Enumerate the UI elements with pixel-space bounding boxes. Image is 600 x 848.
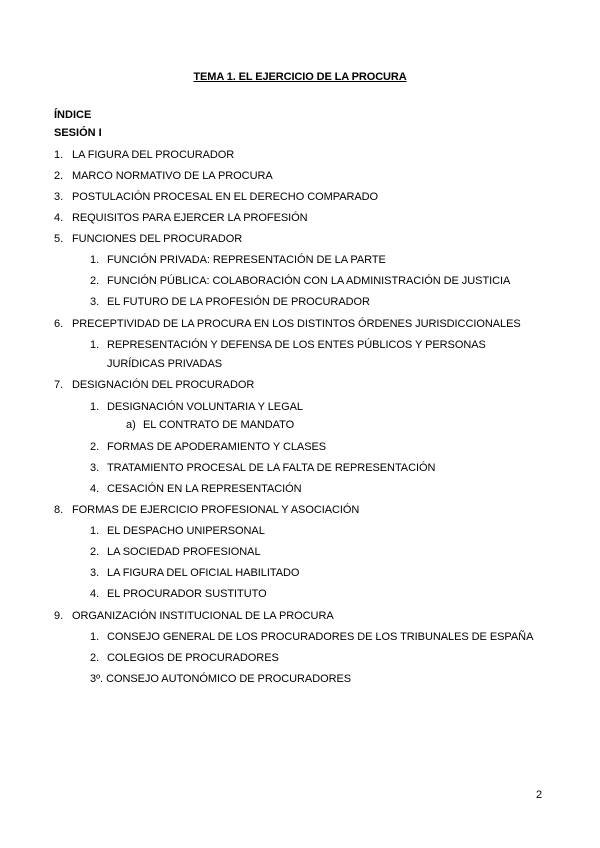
toc-item-text: EL FUTURO DE LA PROFESIÓN DE PROCURADOR bbox=[107, 296, 370, 308]
toc-item-number: 5. bbox=[54, 233, 64, 245]
toc-item-number: 2. bbox=[90, 652, 100, 664]
toc-subitem bbox=[90, 274, 510, 288]
toc-item-number: 2. bbox=[90, 546, 100, 558]
document-title: TEMA 1. EL EJERCICIO DE LA PROCURA bbox=[193, 71, 407, 83]
toc-item-text: CESACIÓN EN LA REPRESENTACIÓN bbox=[107, 483, 302, 495]
index-heading: ÍNDICE bbox=[54, 109, 92, 121]
toc-subitem bbox=[90, 566, 299, 580]
toc-item bbox=[54, 609, 334, 623]
toc-item-text: MARCO NORMATIVO DE LA PROCURA bbox=[72, 170, 273, 182]
toc-item-text: FORMAS DE APODERAMIENTO Y CLASES bbox=[107, 441, 327, 453]
toc-item-number: 9. bbox=[54, 610, 64, 622]
toc-item-number: 6. bbox=[54, 318, 64, 330]
toc-item-number: 1. bbox=[90, 525, 100, 537]
toc-subitem bbox=[90, 651, 279, 665]
toc-item-text: TRATAMIENTO PROCESAL DE LA FALTA DE REPRESENTACIÓN bbox=[107, 462, 436, 474]
toc-item-number: 2. bbox=[90, 441, 100, 453]
toc-subitem bbox=[90, 461, 435, 475]
toc-item-text: FUNCIÓN PRIVADA: REPRESENTACIÓN DE LA PARTE bbox=[107, 254, 386, 266]
toc-item-text: DESIGNACIÓN VOLUNTARIA Y LEGAL bbox=[107, 401, 303, 413]
toc-item-text: COLEGIOS DE PROCURADORES bbox=[107, 652, 279, 664]
toc-item-text: CONSEJO GENERAL DE LOS PROCURADORES DE LOS TRIBUNALES DE ESPAÑA bbox=[107, 631, 534, 643]
toc-subsubitem bbox=[126, 418, 294, 432]
toc-item-number: 3. bbox=[90, 296, 100, 308]
toc-subitem bbox=[90, 524, 265, 538]
toc-item-number: 7. bbox=[54, 379, 64, 391]
toc-item bbox=[54, 211, 308, 225]
toc-item-text: LA FIGURA DEL OFICIAL HABILITADO bbox=[107, 567, 300, 579]
toc-subitem bbox=[90, 587, 267, 601]
toc-item-number: 1. bbox=[54, 149, 64, 161]
toc-item-number: a) bbox=[126, 419, 136, 431]
toc-item-number: 3. bbox=[90, 567, 100, 579]
toc-item-number: 3. bbox=[90, 462, 100, 474]
toc-item-text: FUNCIÓN PÚBLICA: COLABORACIÓN CON LA ADMINISTRACIÓN DE JUSTICIA bbox=[107, 275, 511, 287]
toc-item bbox=[54, 148, 234, 162]
toc-item bbox=[54, 190, 378, 204]
toc-subitem bbox=[90, 338, 486, 352]
toc-item-text: CONSEJO AUTONÓMICO DE PROCURADORES bbox=[106, 673, 352, 685]
toc-item-text: FUNCIONES DEL PROCURADOR bbox=[72, 233, 243, 245]
toc-item-text: PRECEPTIVIDAD DE LA PROCURA EN LOS DISTINTOS ÓRDENES JURISDICCIONALES bbox=[72, 318, 521, 330]
toc-item-text: LA FIGURA DEL PROCURADOR bbox=[72, 149, 235, 161]
toc-item-number: 1. bbox=[90, 254, 100, 266]
toc-item bbox=[54, 232, 242, 246]
toc-item bbox=[54, 378, 254, 392]
toc-subitem bbox=[90, 400, 303, 414]
toc-item-number: 3º. bbox=[90, 673, 104, 685]
toc-item-text: EL CONTRATO DE MANDATO bbox=[143, 419, 295, 431]
toc-subitem bbox=[90, 630, 533, 644]
toc-subitem-continuation: JURÍDICAS PRIVADAS bbox=[107, 358, 223, 370]
toc-subitem bbox=[90, 440, 326, 454]
toc-item-text: DESIGNACIÓN DEL PROCURADOR bbox=[72, 379, 255, 391]
toc-item-text: ORGANIZACIÓN INSTITUCIONAL DE LA PROCURA bbox=[72, 610, 334, 622]
toc-subitem bbox=[90, 482, 302, 496]
toc-item-number: 1. bbox=[90, 339, 100, 351]
toc-item bbox=[54, 169, 273, 183]
toc-subitem bbox=[90, 672, 351, 686]
toc-subitem bbox=[90, 295, 370, 309]
toc-item-text: EL PROCURADOR SUSTITUTO bbox=[107, 588, 267, 600]
toc-item-text: REQUISITOS PARA EJERCER LA PROFESIÓN bbox=[72, 212, 308, 224]
toc-item-number: 2. bbox=[90, 275, 100, 287]
toc-item-number: 4. bbox=[54, 212, 64, 224]
toc-item-number: 1. bbox=[90, 401, 100, 413]
toc-subitem bbox=[90, 545, 261, 559]
toc-item-number: 3. bbox=[54, 191, 64, 203]
toc-item-text: FORMAS DE EJERCICIO PROFESIONAL Y ASOCIACIÓN bbox=[72, 504, 360, 516]
toc-subitem bbox=[90, 253, 386, 267]
toc-item-number: 4. bbox=[90, 483, 100, 495]
toc-item-number: 4. bbox=[90, 588, 100, 600]
toc-item bbox=[54, 503, 359, 517]
toc-item-number: 8. bbox=[54, 504, 64, 516]
toc-item-text: REPRESENTACIÓN Y DEFENSA DE LOS ENTES PÚBLICOS Y PERSONAS bbox=[107, 339, 486, 351]
toc-item-number: 1. bbox=[90, 631, 100, 643]
toc-item-number: 2. bbox=[54, 170, 64, 182]
toc-item bbox=[54, 317, 521, 331]
toc-item-text: LA SOCIEDAD PROFESIONAL bbox=[107, 546, 261, 558]
page-number: 2 bbox=[536, 789, 543, 801]
toc-item-text: EL DESPACHO UNIPERSONAL bbox=[107, 525, 265, 537]
toc-item-text: POSTULACIÓN PROCESAL EN EL DERECHO COMPARADO bbox=[72, 191, 379, 203]
session-heading: SESIÓN I bbox=[54, 127, 102, 139]
